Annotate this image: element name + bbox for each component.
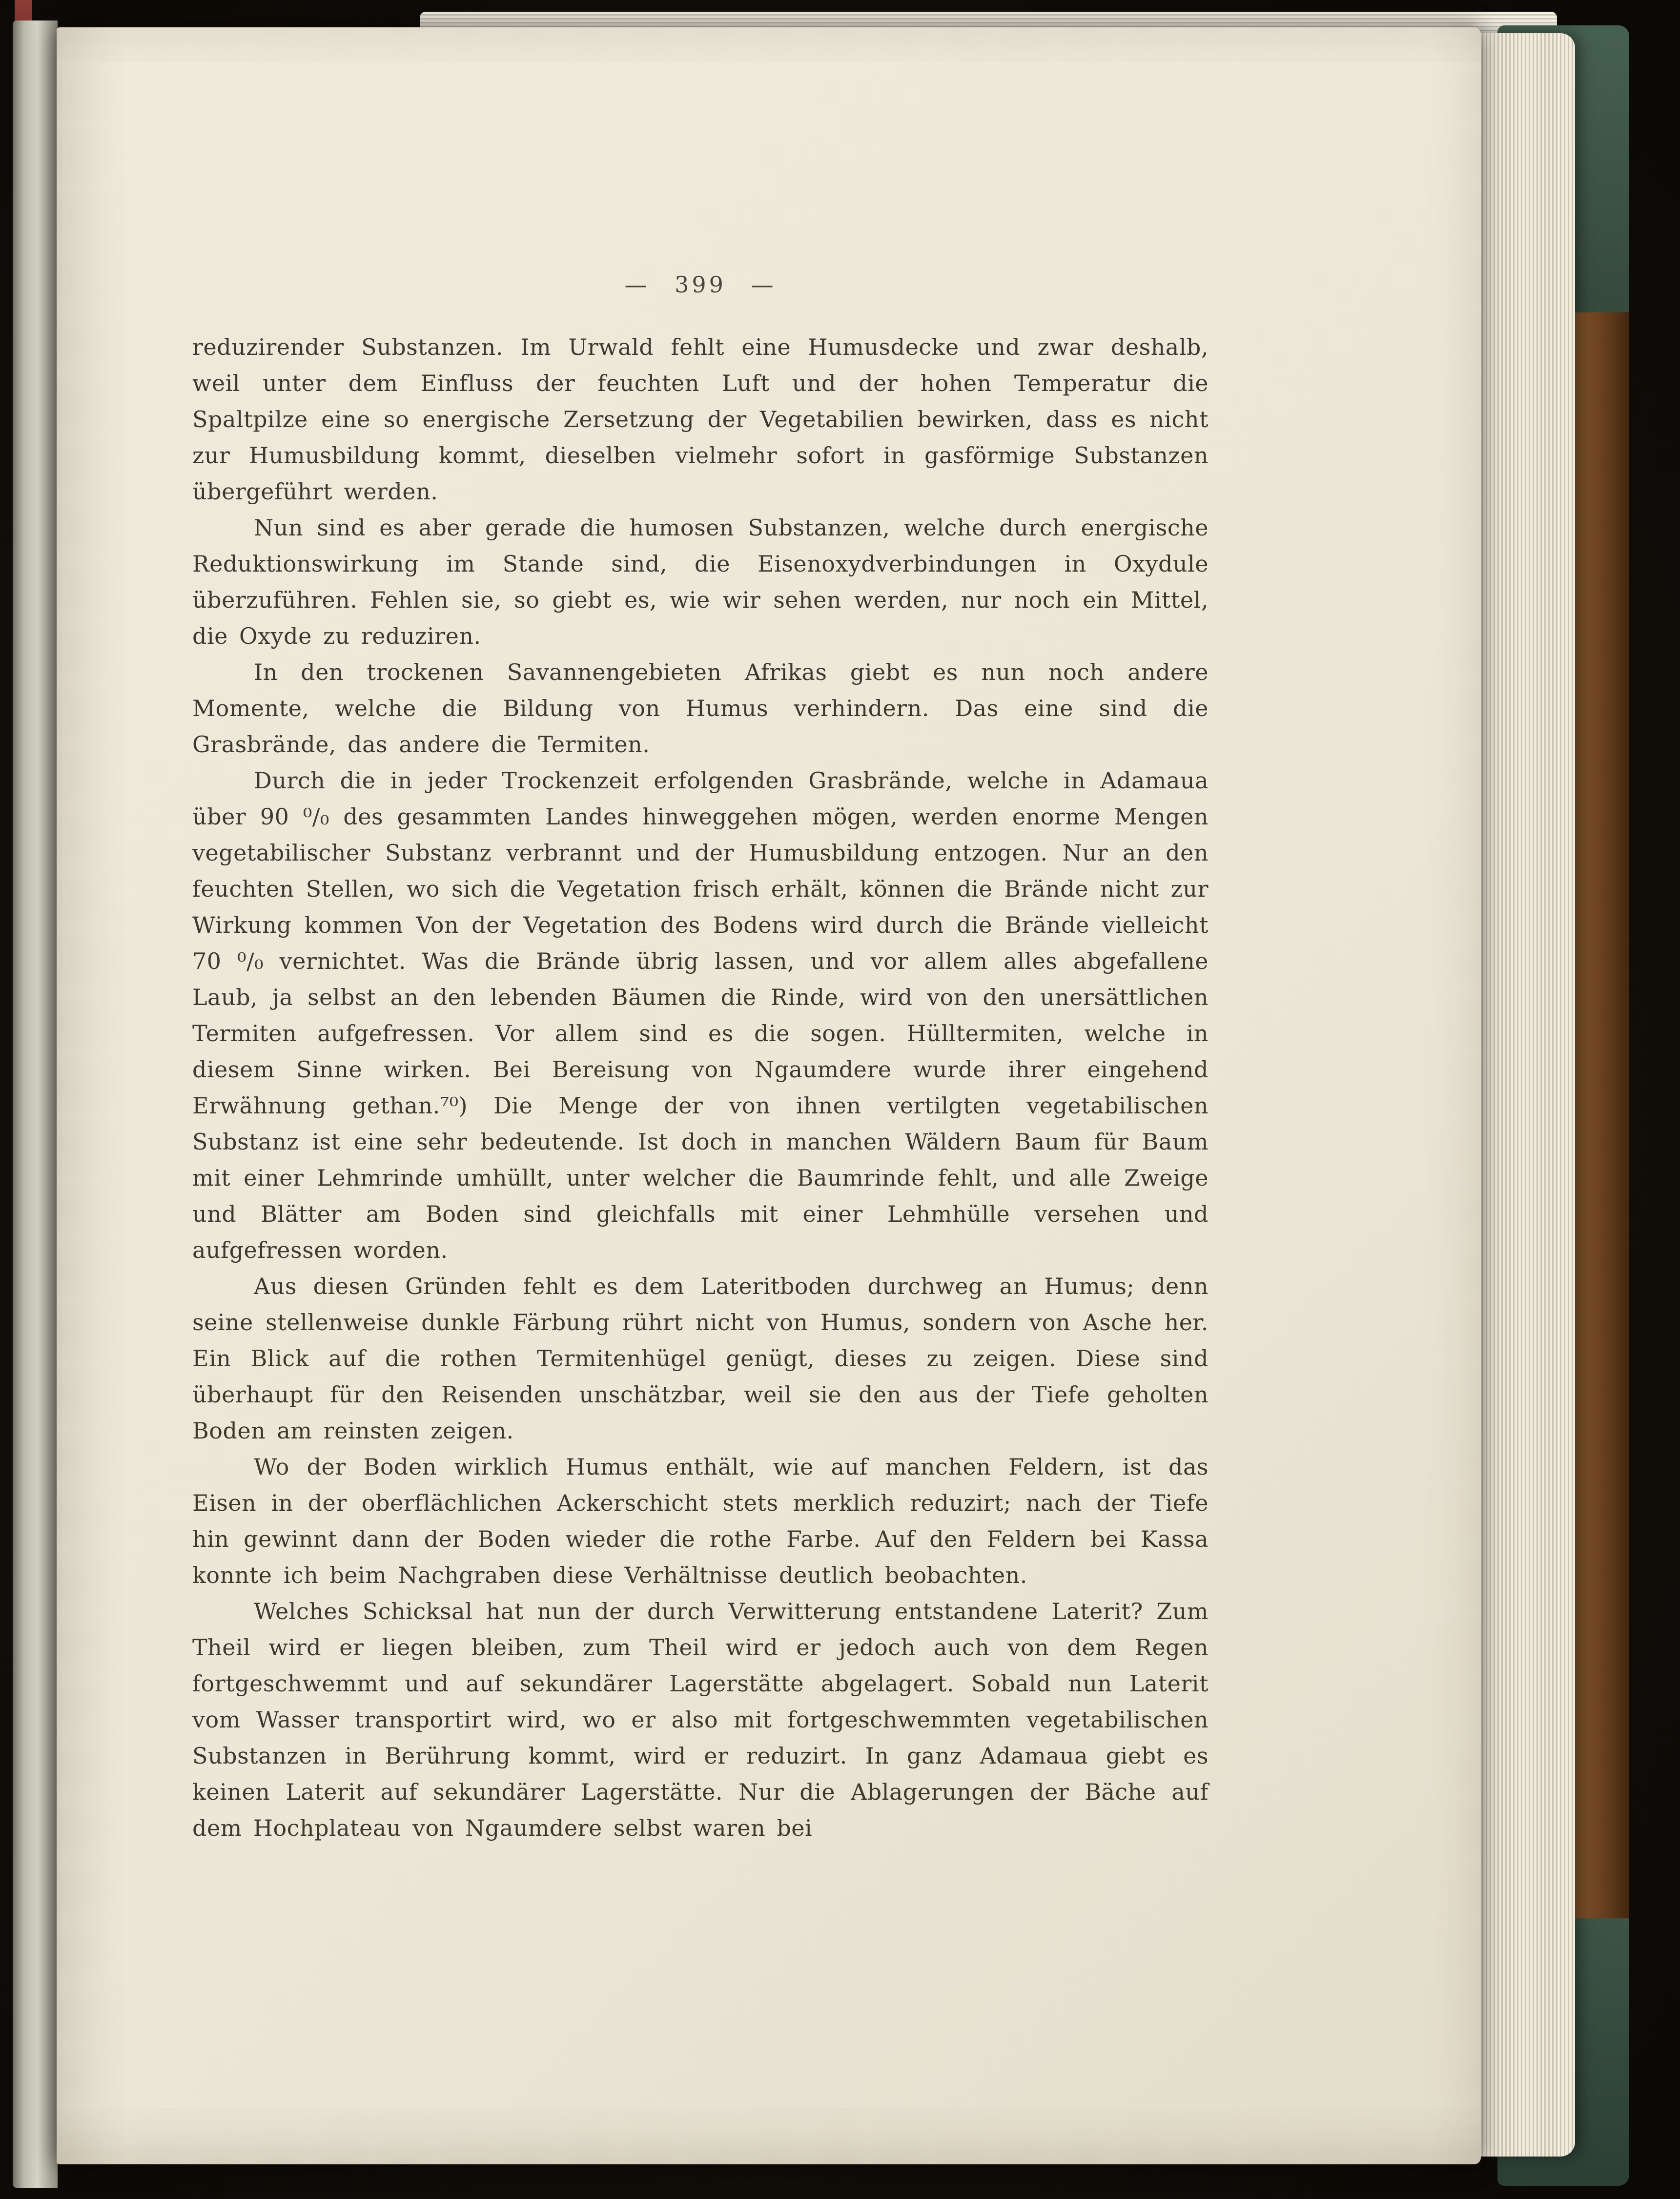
paragraph: Wo der Boden wirklich Humus enthält, wie auf manchen Feldern, ist das Eisen in der oberflächlichen Ackerschicht stets merklich reduzirt; nach der Tiefe hin gewinnt dann der Boden wieder die rothe Farbe. Auf den Feldern bei Kassa konnte ich beim Nachgraben diese Verhältnisse deutlich beobachten. — [192, 1454, 1209, 1588]
paragraph: Nun sind es aber gerade die humosen Substanzen, welche durch energische Reduktionswirkung im Stande sind, die Eisenoxydverbindungen in Oxydule überzuführen. Fehlen sie, so giebt es, wie wir sehen werden, nur noch ein Mittel, die Oxyde zu reduziren. — [192, 514, 1209, 649]
paragraph: Durch die in jeder Trockenzeit erfolgenden Grasbrände, welche in Adamaua über 90 ⁰/₀ des gesammten Landes hinweggehen mögen, werden enorme Mengen vegetabilischer Substanz verbrannt und der Humusbildung entzogen. Nur an den feuchten Stellen, wo sich die Vegetation frisch erhält, können die Brände nicht zur Wirkung kommen Von der Vegetation des Bodens wird durch die Brände vielleicht 70 ⁰/₀ vernichtet. Was die Brände übrig lassen, und vor allem alles abgefallene Laub, ja selbst an den lebenden Bäumen die Rinde, wird von den unersättlichen Termiten aufgefressen. Vor allem sind es die sogen. Hülltermiten, welche in diesem Sinne wirken. Bei Bereisung von Ngaumdere wurde ihrer eingehend Erwähnung gethan.⁷⁰) Die Menge der von ihnen vertilgten vegetabilischen Substanz ist eine sehr bedeutende. Ist doch in manchen Wäldern Baum für Baum mit einer Lehmrinde umhüllt, unter welcher die Baumrinde fehlt, und alle Zweige und Blätter am Boden sind gleichfalls mit einer Lehmhülle versehen und aufgefressen worden. — [192, 767, 1209, 1263]
paragraph: Welches Schicksal hat nun der durch Verwitterung entstandene Laterit? Zum Theil wird er liegen bleiben, zum Theil wird er jedoch auch von dem Regen fortgeschwemmt und auf sekundärer Lagerstätte abgelagert. Sobald nun Laterit vom Wasser transportirt wird, wo er also mit fortgeschwemmten vegetabilischen Substanzen in Berührung kommt, wird er reduzirt. In ganz Adamaua giebt es keinen Laterit auf sekundärer Lagerstätte. Nur die Ablagerungen der Bäche auf dem Hochplateau von Ngaumdere selbst waren bei — [192, 1598, 1209, 1841]
paragraph: reduzirender Substanzen. Im Urwald fehlt eine Humusdecke und zwar deshalb, weil unter dem Einfluss der feuchten Luft und der hohen Temperatur die Spaltpilze eine so energische Zersetzung der Vegetabilien bewirken, dass es nicht zur Humusbildung kommt, dieselben vielmehr sofort in gasförmige Substanzen übergeführt werden. — [192, 334, 1209, 505]
text-block — [192, 271, 1209, 1846]
page-surface — [57, 27, 1481, 2164]
left-page-edges — [13, 21, 58, 2188]
paragraph: In den trockenen Savannengebieten Afrikas giebt es nun noch andere Momente, welche die Bildung von Humus verhindern. Das eine sind die Grasbrände, das andere die Termiten. — [192, 659, 1209, 758]
text-body — [192, 329, 1209, 1846]
page-number: — 399 — — [624, 271, 777, 298]
paragraph: Aus diesen Gründen fehlt es dem Lateritboden durchweg an Humus; denn seine stellenweise dunkle Färbung rührt nicht von Humus, sondern von Asche her. Ein Blick auf die rothen Termitenhügel genügt, dieses zu zeigen. Diese sind überhaupt für den Reisenden unschätzbar, weil sie den aus der Tiefe geholten Boden am reinsten zeigen. — [192, 1273, 1209, 1444]
